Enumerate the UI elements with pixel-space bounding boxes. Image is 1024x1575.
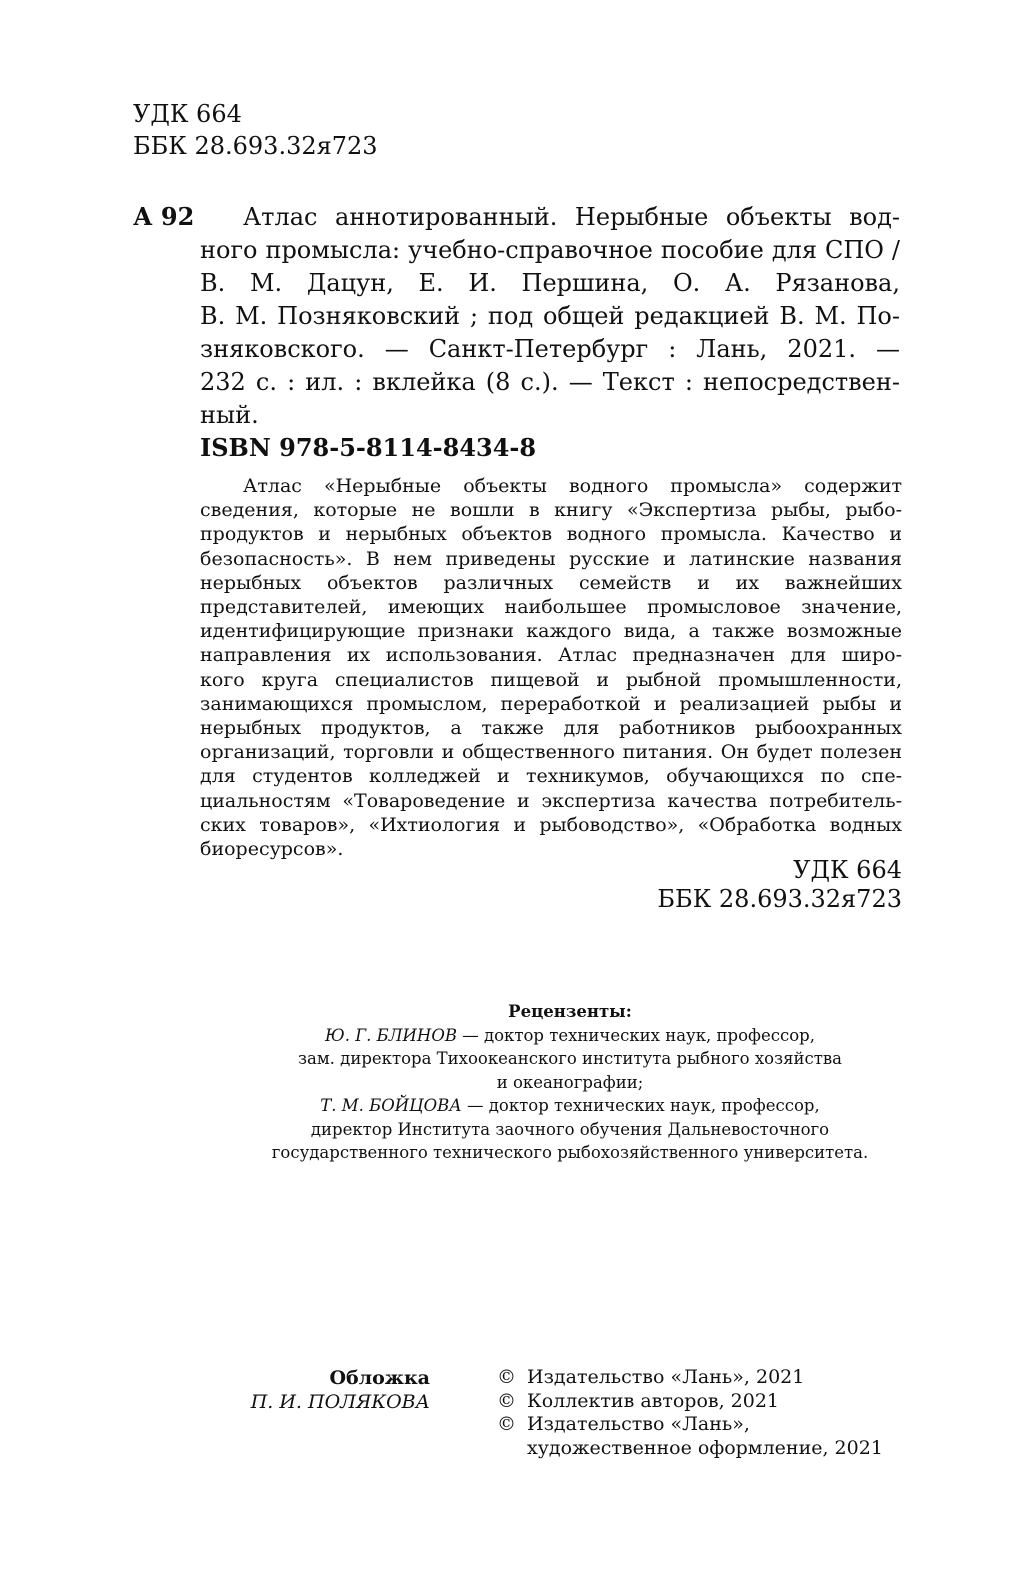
reviewer-1-line-3: и океанографии; [496, 1072, 644, 1092]
copyright-text: Коллектив авторов, 2021 [527, 1389, 780, 1412]
author-mark: А 92 [133, 202, 195, 231]
reviewer-2-title: — доктор технических наук, профессор, [461, 1096, 820, 1115]
copyright-block [497, 1366, 917, 1460]
copyright-line [497, 1413, 917, 1437]
copyright-icon: © [497, 1366, 516, 1388]
annotation-line: Атлас «Нерыбные объекты водного промысла» содержит [243, 475, 902, 497]
classification-block-bottom [600, 856, 902, 914]
annotation-line: сведения, которые не вошли в книгу «Экспертиза рыбы, рыбо- [200, 499, 902, 522]
cover-title: Обложка [329, 1367, 430, 1389]
copyright-icon: © [497, 1413, 516, 1435]
annotation-line: организаций, торговли и общественного питания. Он будет полезен [200, 741, 902, 764]
annotation-line: кого круга специалистов пищевой и рыбной промышленности, [200, 668, 902, 691]
description-line: 232 с. : ил. : вклейка (8 с.). — Текст : непосредствен- [200, 368, 900, 396]
reviewer-1-name: Ю. Г. БЛИНОВ [325, 1025, 457, 1045]
annotation-line: занимающихся промыслом, переработкой и реализацией рыбы и [200, 692, 902, 715]
copyright-text: Издательство «Лань», 2021 [527, 1366, 805, 1388]
description-line: В. М. Дацун, Е. И. Першина, О. А. Рязанова, [200, 269, 900, 297]
reviewer-2-name: Т. М. БОЙЦОВА [320, 1096, 462, 1115]
copyright-icon: © [497, 1389, 516, 1412]
cover-credit [200, 1366, 430, 1414]
bbk-code-bottom: ББК 28.693.32я723 [657, 885, 902, 913]
annotation-line: продуктов и нерыбных объектов водного промысла. Качество и [200, 523, 902, 546]
annotation-line: для студентов колледжей и техникумов, обучающихся по спе- [200, 765, 902, 788]
reviewer-2 [150, 1094, 990, 1118]
description-line: ный. [200, 401, 259, 429]
description-line: зняковского. — Санкт-Петербург : Лань, 2021. — [200, 335, 900, 363]
reviewers-title: Рецензенты: [508, 1002, 632, 1021]
description-line: В. М. Позняковский ; под общей редакцией В. М. По- [200, 302, 900, 330]
annotation-line: идентифицирующие признаки каждого вида, а также возможные [200, 620, 902, 643]
reviewer-1-line-2: зам. директора Тихоокеанского института рыбного хозяйства [298, 1049, 842, 1068]
reviewers-block [150, 1000, 990, 1165]
reviewer-2-line-2: директор Института заочного обучения Дальневосточного [310, 1119, 830, 1139]
annotation-line: ских товаров», «Ихтиология и рыбоводство», «Обработка водных [200, 813, 902, 836]
isbn: ISBN 978-5-8114-8434-8 [200, 433, 537, 462]
annotation-line: безопасность». В нем приведены русские и латинские названия [200, 547, 902, 570]
annotation-line: циальностям «Товароведение и экспертиза качества потребитель- [200, 789, 902, 812]
annotation [200, 474, 902, 861]
copyright-line [497, 1366, 917, 1390]
annotation-line: представителей, имеющих наибольшее промысловое значение, [200, 596, 902, 619]
description-line: Атлас аннотированный. Нерыбные объекты вод- [243, 203, 900, 231]
udk-code: УДК 664 [133, 100, 242, 128]
bbk-code: ББК 28.693.32я723 [133, 132, 378, 160]
annotation-line: нерыбных объектов различных семейств и их важнейших [200, 571, 902, 594]
reviewer-2-line-3: государственного технического рыбохозяйственного университета. [271, 1143, 869, 1162]
annotation-line: направления их использования. Атлас предназначен для широ- [200, 644, 902, 667]
annotation-line: нерыбных продуктов, а также для работников рыбоохранных [200, 717, 902, 740]
udk-code-bottom: УДК 664 [793, 856, 902, 884]
bibliographic-description [200, 201, 900, 432]
annotation-line: биоресурсов». [200, 838, 344, 861]
copyright-text-continued: художественное оформление, 2021 [527, 1436, 883, 1459]
description-line: ного промысла: учебно-справочное пособие для СПО / [200, 236, 900, 264]
copyright-line [497, 1390, 917, 1414]
reviewer-1 [150, 1024, 990, 1048]
classification-block [133, 98, 378, 162]
reviewer-1-title: — доктор технических наук, профессор, [456, 1025, 815, 1045]
copyright-text: Издательство «Лань», [527, 1413, 750, 1435]
cover-artist: П. И. ПОЛЯКОВА [250, 1391, 430, 1413]
